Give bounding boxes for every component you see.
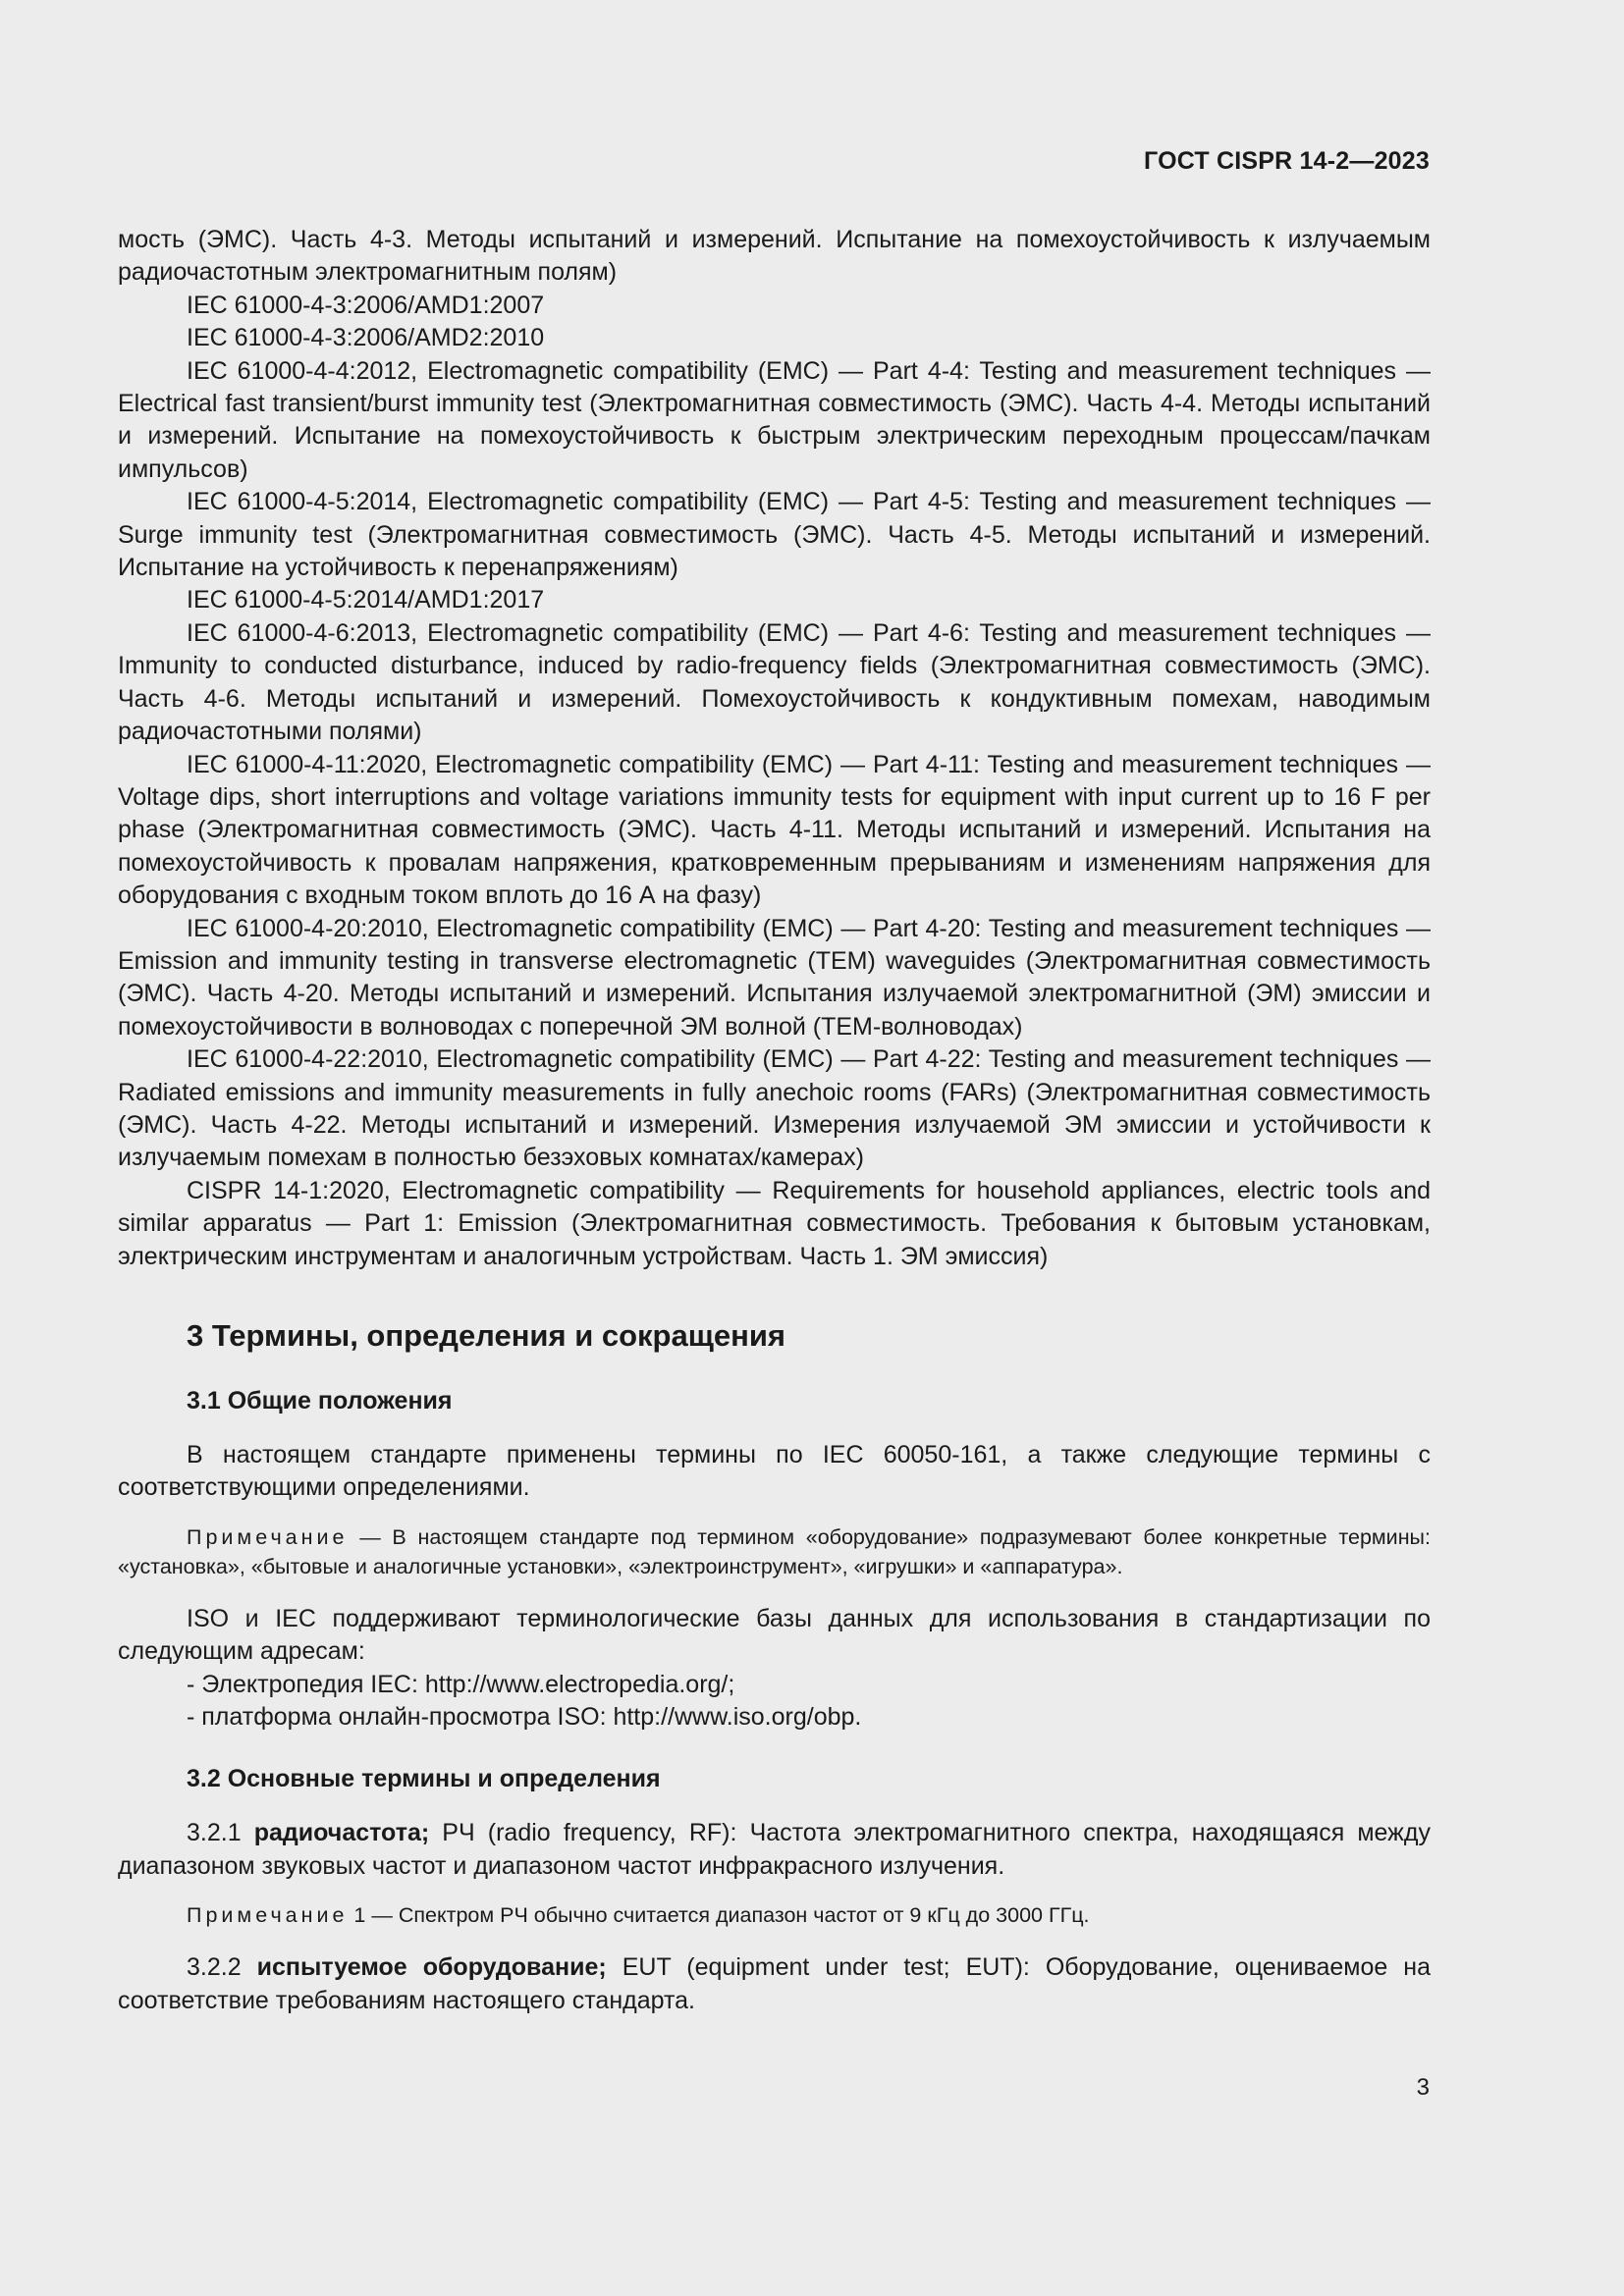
term-name: испытуемое оборудование; — [256, 1953, 607, 1982]
section-3-1-paragraph-2: ISO и IEC поддерживают терминологические базы данных для использования в стандартизации по следующим адресам: — [118, 1604, 1431, 1666]
term-number: 3.2.1 — [187, 1819, 254, 1847]
list-item: - Электропедия IEC: http://www.electropedia.org/; — [187, 1670, 735, 1698]
term-definition: EUT (equipment under test; EUT): Оборудование, оцениваемое на соответствие требованиям настоящего стандарта. — [118, 1953, 1431, 2014]
term-3-2-2 — [118, 1951, 1431, 2017]
list-item: - платформа онлайн-просмотра ISO: http://www.iso.org/obp. — [187, 1703, 862, 1732]
document-body — [118, 224, 1431, 2017]
term-3-2-1-note — [118, 1900, 1431, 1930]
ref-item: IEC 61000-4-6:2013, Electromagnetic compatibility (EMC) — Part 4-6: Testing and measurement techniques — Immunity to conducted disturbance, induced by radio-frequency fields (Электромагнитная совместимость (ЭМС). Часть 4-6. Методы испытаний и измерений. Помехоустойчивость к кондуктивным помехам, наводимым радиочастотными полями) — [118, 618, 1431, 746]
ref-item: IEC 61000-4-11:2020, Electromagnetic compatibility (EMC) — Part 4-11: Testing and measurement techniques — Voltage dips, short interruptions and voltage variations immunity tests for equipment with input current up to 16 F per phase (Электромагнитная совместимость (ЭМС). Часть 4-11. Методы испытаний и измерений. Испытания на помехоустойчивость к провалам напряжения, кратковременным прерываниям и изменениям напряжения для оборудования с входным током вплоть до 16 А на фазу) — [118, 750, 1431, 910]
document-header: ГОСТ CISPR 14-2—2023 — [1144, 147, 1430, 175]
ref-item: IEC 61000-4-5:2014, Electromagnetic compatibility (EMC) — Part 4-5: Testing and measurement techniques — Surge immunity test (Электромагнитная совместимость (ЭМС). Часть 4-5. Методы испытаний и измерений. Испытание на устойчивость к перенапряжениям) — [118, 488, 1431, 582]
ref-item: IEC 61000-4-5:2014/AMD1:2017 — [187, 586, 545, 614]
section-3-heading: 3 Термины, определения и сокращения — [187, 1318, 785, 1353]
section-3-1-heading: 3.1 Общие положения — [187, 1387, 453, 1415]
ref-item: CISPR 14-1:2020, Electromagnetic compatibility — Requirements for household appliances, electric tools and similar apparatus — Part 1: Emission (Электромагнитная совместимость. Требования к бытовым установкам, электрическим инструментам и аналогичным устройствам. Часть 1. ЭМ эмиссия) — [118, 1176, 1431, 1270]
note-label: Примечание — [187, 1903, 349, 1928]
term-name: радиочастота; — [253, 1819, 430, 1847]
ref-item: IEC 61000-4-22:2010, Electromagnetic compatibility (EMC) — Part 4-22: Testing and measurement techniques — Radiated emissions and immunity measurements in fully anechoic rooms (FARs) (Электромагнитная совместимость (ЭМС). Часть 4-22. Методы испытаний и измерений. Измерения излучаемой ЭМ эмиссии и устойчивости к излучаемым помехам в полностью безэховых комнатах/камерах) — [118, 1045, 1431, 1172]
term-3-2-1 — [118, 1817, 1431, 1883]
ref-item: IEC 61000-4-20:2010, Electromagnetic compatibility (EMC) — Part 4-20: Testing and measurement techniques — Emission and immunity testing in transverse electromagnetic (TEM) waveguides (Электромагнитная совместимость (ЭМС). Часть 4-20. Методы испытаний и измерений. Испытания излучаемой электромагнитной (ЭМ) эмиссии и помехоустойчивости в волноводах с поперечной ЭМ волной (ТЕМ-волноводах) — [118, 914, 1431, 1041]
ref-item: IEC 61000-4-3:2006/AMD1:2007 — [187, 291, 545, 319]
section-3-1-paragraph: В настоящем стандарте применены термины по IEC 60050-161, а также следующие термины с соответствующими определениями. — [118, 1441, 1431, 1502]
note-text: — В настоящем стандарте под термином «оборудование» подразумевают более конкретные термины: «установка», «бытовые и аналогичные установки», «электроинструмент», «игрушки» и «аппаратура». — [118, 1524, 1431, 1578]
ref-item: IEC 61000-4-4:2012, Electromagnetic compatibility (EMC) — Part 4-4: Testing and measurement techniques — Electrical fast transient/burst immunity test (Электромагнитная совместимость (ЭМС). Часть 4-4. Методы испытаний и измерений. Испытание на помехоустойчивость к быстрым электрическим переходным процессам/пачкам импульсов) — [118, 356, 1431, 483]
page-number: 3 — [1416, 2074, 1430, 2101]
term-definition: РЧ (radio frequency, RF): Частота электромагнитного спектра, находящаяся между диапазоном звуковых частот и диапазоном частот инфракрасного излучения. — [118, 1819, 1431, 1880]
section-3-2-heading: 3.2 Основные термины и определения — [187, 1765, 661, 1793]
section-3-1-note — [118, 1522, 1431, 1581]
ref-item: IEC 61000-4-3:2006/AMD2:2010 — [187, 324, 545, 352]
ref-continuation: мость (ЭМС). Часть 4-3. Методы испытаний и измерений. Испытание на помехоустойчивость к излучаемым радиочастотным электромагнитным полям) — [118, 226, 1431, 287]
note-text: 1 — Спектром РЧ обычно считается диапазон частот от 9 кГц до 3000 ГГц. — [348, 1903, 1090, 1928]
term-number: 3.2.2 — [187, 1953, 257, 1982]
note-label: Примечание — [187, 1524, 349, 1549]
